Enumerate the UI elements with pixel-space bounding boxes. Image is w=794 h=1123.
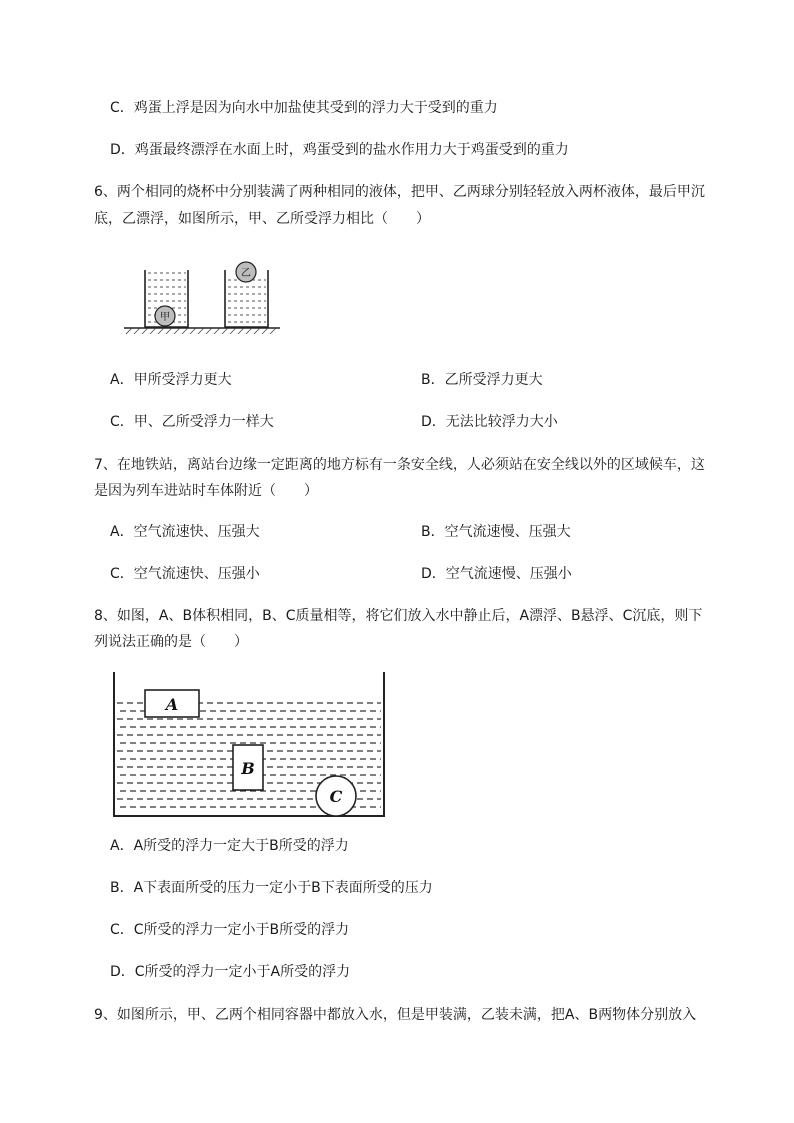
q6-option-a: A．甲所受浮力更大 [110,372,232,388]
q6-stem-line1: 6、两个相同的烧杯中分别装满了两种相同的液体，把甲、乙两球分别轻轻放入两杯液体，最后甲沉 [94,184,705,200]
q9-stem-line1: 9、如图所示，甲、乙两个相同容器中都放入水，但是甲装满，乙装未满，把A、B两物体分别放入 [94,1007,697,1023]
q7-option-c: C．空气流速快、压强小 [110,566,260,582]
q7-option-d: D．空气流速慢、压强小 [421,566,572,582]
q8-stem-line2: 列说法正确的是（ ） [94,634,248,650]
block-a-label: A [165,695,179,714]
beaker-jia [145,270,188,327]
q6-option-d: D．无法比较浮力大小 [421,414,558,430]
q7-stem-line2: 是因为列车进站时车体附近（ ） [94,483,318,499]
q5-option-d: D．鸡蛋最终漂浮在水面上时，鸡蛋受到的盐水作用力大于鸡蛋受到的重力 [110,142,569,158]
q7-stem-line1: 7、在地铁站，离站台边缘一定距离的地方标有一条安全线，人必须站在安全线以外的区域候车，这 [94,457,705,473]
ball-yi-label: 乙 [241,268,251,279]
q8-stem-line1: 8、如图，A、B体积相同，B、C质量相等，将它们放入水中静止后，A漂浮、B悬浮、C沉底，则下 [94,608,703,624]
ball-jia-label: 甲 [160,312,170,323]
beaker-yi [225,262,268,327]
q7-option-a: A．空气流速快、压强大 [110,524,260,540]
q6-stem-line2: 底，乙漂浮，如图所示，甲、乙所受浮力相比（ ） [94,211,430,227]
ball-c-label: C [329,787,343,806]
q6-option-c: C．甲、乙所受浮力一样大 [110,414,274,430]
q7-option-b: B．空气流速慢、压强大 [421,524,571,540]
q6-option-b: B．乙所受浮力更大 [421,372,543,388]
block-b-label: B [241,759,255,778]
q8-option-b: B．A下表面所受的压力一定小于B下表面所受的压力 [110,880,433,896]
q5-option-c: C．鸡蛋上浮是因为向水中加盐使其受到的浮力大于受到的重力 [110,100,498,116]
q8-option-c: C．C所受的浮力一定小于B所受的浮力 [110,922,350,938]
q8-figure [108,670,390,820]
q8-option-d: D．C所受的浮力一定小于A所受的浮力 [110,964,351,980]
q6-figure [120,255,285,337]
q8-option-a: A．A所受的浮力一定大于B所受的浮力 [110,838,349,854]
